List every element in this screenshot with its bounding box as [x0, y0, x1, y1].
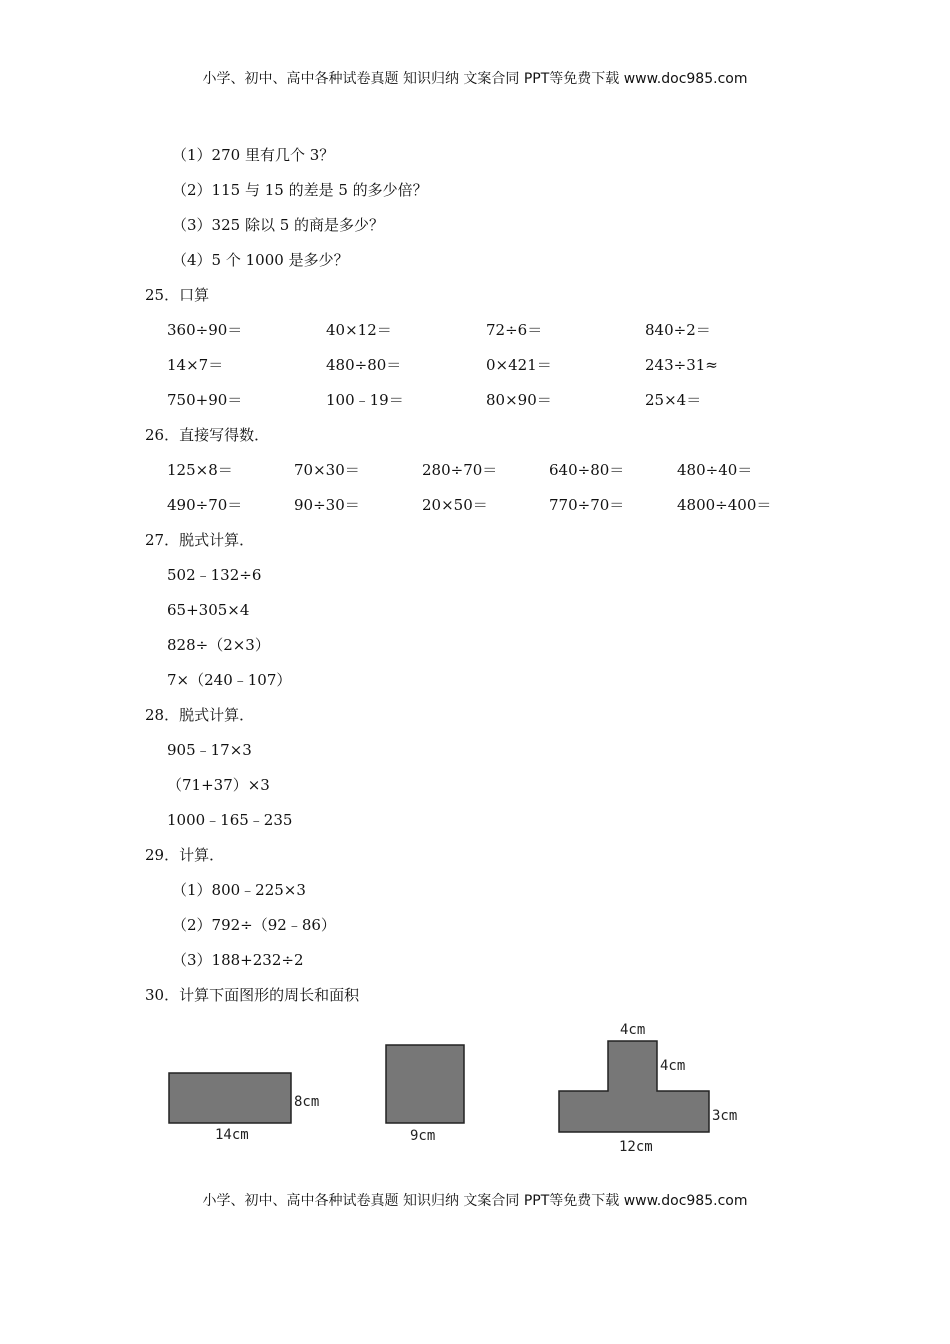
t-stem-label: 4cm — [660, 1058, 686, 1074]
q25-cell: 360÷90＝ — [167, 321, 243, 339]
q25-cell: 480÷80＝ — [326, 356, 402, 374]
q26-cell: 280÷70＝ — [422, 461, 498, 479]
q30-title: 30．计算下面图形的周长和面积 — [145, 986, 360, 1004]
q24-item-4: （4）5 个 1000 是多少？ — [172, 251, 349, 269]
q25-title: 25．口算 — [145, 286, 210, 304]
t-right-label: 3cm — [712, 1108, 738, 1124]
q28-item: 905﹣17×3 — [167, 741, 252, 759]
q25-cell: 80×90＝ — [486, 391, 552, 409]
q25-cell: 0×421＝ — [486, 356, 552, 374]
q26-cell: 70×30＝ — [294, 461, 360, 479]
q27-item: 502﹣132÷6 — [167, 566, 262, 584]
q28-title: 28．脱式计算． — [145, 706, 255, 724]
q27-item: 828÷（2×3） — [167, 636, 270, 654]
t-bottom-label: 12cm — [619, 1139, 653, 1155]
rect-height-label: 8cm — [294, 1094, 320, 1110]
q27-item: 7×（240﹣107） — [167, 671, 292, 689]
q25-cell: 14×7＝ — [167, 356, 224, 374]
q25-cell: 750+90＝ — [167, 391, 243, 409]
q26-cell: 20×50＝ — [422, 496, 488, 514]
q26-title: 26．直接写得数． — [145, 426, 270, 444]
q26-cell: 770÷70＝ — [549, 496, 625, 514]
q26-cell: 4800÷400＝ — [677, 496, 772, 514]
q27-title: 27．脱式计算． — [145, 531, 255, 549]
rect-width-label: 14cm — [215, 1127, 249, 1143]
q28-item: （71+37）×3 — [167, 776, 270, 794]
q28-item: 1000﹣165﹣235 — [167, 811, 293, 829]
q26-cell: 490÷70＝ — [167, 496, 243, 514]
q25-cell: 40×12＝ — [326, 321, 392, 339]
q25-cell: 243÷31≈ — [645, 356, 718, 374]
t-shape — [559, 1041, 709, 1132]
q25-cell: 840÷2＝ — [645, 321, 711, 339]
rectangle-shape — [169, 1073, 291, 1123]
q29-title: 29．计算． — [145, 846, 225, 864]
q25-cell: 100﹣19＝ — [326, 391, 404, 409]
q25-cell: 72÷6＝ — [486, 321, 543, 339]
t-top-label: 4cm — [620, 1022, 646, 1038]
square-shape — [386, 1045, 464, 1123]
square-side-label: 9cm — [410, 1128, 436, 1144]
q29-item: （1）800﹣225×3 — [172, 881, 306, 899]
q24-item-3: （3）325 除以 5 的商是多少？ — [172, 216, 385, 234]
q24-item-1: （1）270 里有几个 3？ — [172, 146, 335, 164]
q26-cell: 125×8＝ — [167, 461, 233, 479]
page-header: 小学、初中、高中各种试卷真题 知识归纳 文案合同 PPT等免费下载 www.doc985.com — [202, 71, 748, 87]
q26-cell: 90÷30＝ — [294, 496, 360, 514]
q26-cell: 480÷40＝ — [677, 461, 753, 479]
q27-item: 65+305×4 — [167, 601, 250, 619]
q29-item: （2）792÷（92﹣86） — [172, 916, 336, 934]
page-footer: 小学、初中、高中各种试卷真题 知识归纳 文案合同 PPT等免费下载 www.doc985.com — [202, 1193, 748, 1209]
q29-item: （3）188+232÷2 — [172, 951, 304, 969]
q24-item-2: （2）115 与 15 的差是 5 的多少倍？ — [172, 181, 428, 199]
q26-cell: 640÷80＝ — [549, 461, 625, 479]
q25-cell: 25×4＝ — [645, 391, 702, 409]
